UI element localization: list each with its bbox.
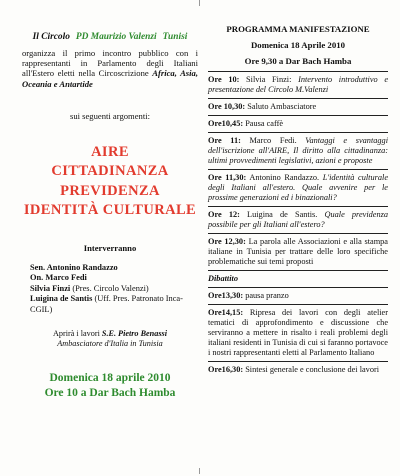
program-item: Ore 10,30: Saluto Ambasciatore — [208, 98, 388, 115]
event-date: Domenica 18 aprile 2010 — [49, 372, 171, 385]
ambassador-title: Ambasciatore d'Italia in Tunisia — [57, 339, 163, 349]
program-start-time: Ore 9,30 a Dar Bach Hamba — [244, 56, 352, 66]
circolo-prefix: Il Circolo — [32, 32, 70, 42]
program-column — [208, 24, 388, 378]
topic-identita: IDENTITÀ CULTURALE — [23, 202, 197, 219]
topic-cittadinanza: CITTADINANZA — [51, 163, 169, 180]
program-item: Ore14,15: Ripresa dei lavori con degli atelier tematici di approfondimento e discussione che serviranno a mettere in risalto i reali problemi degli italiani residenti in Tunisia di cui si faranno portavoce i nostri rappresentanti eletti al Parlamento Italiano — [208, 304, 388, 361]
speaker-item: Sen. Antonino Randazzo — [30, 262, 118, 272]
intro-text: organizza il primo incontro pubblico con i rappresentanti in Parlamento degli Italiani all'Estero eletti nella Circoscrizione — [22, 48, 198, 79]
program-title: PROGRAMMA MANIFESTAZIONE — [226, 24, 370, 34]
intro-regions: Africa, Asia, Oceania e Antartide — [22, 68, 198, 89]
speaker-item: On. Marco Fedi — [30, 273, 87, 283]
program-item: Ore 12: Luigina de Santis. Quale previdenza possibile per gli Italiani all'estero? — [208, 206, 388, 233]
circolo-city: Tunisi — [162, 32, 188, 42]
circolo-name: PD Maurizio Valenzi — [75, 32, 157, 42]
program-item: Ore10,45: Pausa caffè — [208, 115, 388, 132]
fold-mark-top — [199, 0, 200, 6]
opening-remarks: Aprirà i lavori S.E. Pietro Benassi Ambasciatore d'Italia in Tunisia — [22, 329, 198, 349]
ambassador-name: S.E. Pietro Benassi — [101, 329, 167, 339]
fold-mark-bottom — [199, 468, 200, 474]
topic-previdenza: PREVIDENZA — [60, 182, 160, 199]
left-column — [22, 24, 198, 401]
program-item-debate: Dibattito — [208, 270, 388, 287]
organizer-line — [22, 32, 198, 42]
program-date: Domenica 18 Aprile 2010 — [250, 40, 346, 50]
program-item: Ore 11: Marco Fedi. Vantaggi e svantaggi dell'iscrizione all'AIRE, Il diritto alla cittadinanza: ultimi provvedimenti legislativi, azioni e proposte — [208, 132, 388, 169]
speaker-item: Silvia Finzi (Pres. Circolo Valenzi) — [30, 283, 149, 293]
speakers-heading: Interverranno — [83, 242, 137, 253]
topic-aire: AIRE — [91, 143, 129, 160]
program-item: Ore16,30: Sintesi generale e conclusione dei lavori — [208, 361, 388, 378]
speakers-list — [22, 263, 198, 316]
event-info — [22, 371, 198, 401]
intro-paragraph — [22, 48, 198, 89]
program-item: Ore13,30: pausa pranzo — [208, 287, 388, 304]
speaker-item: Luigina de Santis (Uff. Pres. Patronato Inca-CGIL) — [30, 294, 183, 314]
argomenti-label: sui seguenti argomenti: — [69, 110, 151, 121]
program-item: Ore 12,30: La parola alle Associazioni e alla stampa italiane in Tunisia per trattare delle loro specifiche problematiche sui temi proposti — [208, 233, 388, 270]
program-item: Ore 11,30: Antonino Randazzo. L'identità culturale degli Italiani all'estero. Quale avvenire per le prossime generazioni ed i binazionali? — [208, 169, 388, 206]
event-time-place: Ore 10 a Dar Bach Hamba — [44, 387, 176, 400]
program-item: Ore 10: Silvia Finzi: Intervento introduttivo e presentazione del Circolo M.Valenzi — [208, 71, 388, 98]
topics-list — [22, 143, 198, 221]
